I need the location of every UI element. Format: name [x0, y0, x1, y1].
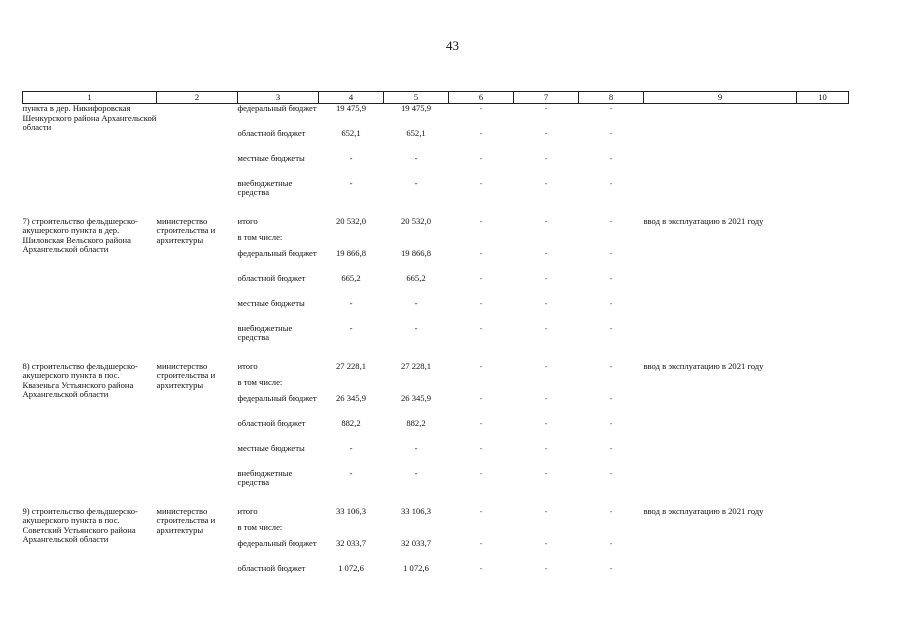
amount-year-1: - — [414, 442, 418, 453]
amount-year-3: - — [544, 215, 548, 226]
responsible-ministry — [157, 104, 238, 204]
expected-result: ввод в эксплуатацию в 2021 году — [643, 215, 764, 226]
amount-year-3: - — [544, 297, 548, 308]
amount-year-4: - — [609, 417, 613, 428]
amount-year-1: 882,2 — [406, 417, 426, 428]
amount-year-4: - — [609, 215, 613, 226]
amount-year-3: - — [544, 467, 548, 478]
funding-source-label: итого — [237, 215, 258, 226]
funding-source-label: внебюджетные средства — [237, 467, 293, 488]
column-header: 9 — [644, 92, 797, 104]
amount-total: 19 866,8 — [335, 247, 367, 258]
amount-total: 32 033,7 — [335, 537, 367, 548]
amount-year-1: 20 532,0 — [400, 215, 432, 226]
group-spacer — [23, 204, 849, 217]
amount-year-4: - — [609, 505, 613, 516]
funding-source-label: местные бюджеты — [237, 297, 305, 308]
amount-total: 665,2 — [341, 272, 361, 283]
amount-year-3: - — [544, 127, 548, 138]
group-spacer — [23, 349, 849, 362]
amount-total: - — [349, 152, 353, 163]
column-10-cell — [797, 104, 849, 204]
amount-year-2: - — [479, 417, 483, 428]
expected-result: ввод в эксплуатацию в 2021 году — [643, 360, 764, 371]
funding-source-label: федеральный бюджет — [237, 392, 317, 403]
amount-year-3: - — [544, 247, 548, 258]
funding-source-label: в том числе: — [237, 376, 283, 387]
object-description: пункта в дер. Никифоровская Шенкурского района Архангельской области — [22, 103, 157, 133]
funding-source-label: в том числе: — [237, 231, 283, 242]
funding-source-label: внебюджетные средства — [237, 177, 293, 198]
amount-year-1 — [384, 233, 449, 249]
amount-year-1: 27 228,1 — [400, 360, 432, 371]
spacer-cell — [23, 349, 849, 362]
amount-year-2: - — [479, 177, 483, 188]
amount-total: - — [349, 322, 353, 333]
amount-total: 1 072,6 — [338, 562, 364, 573]
funding-source-label: федеральный бюджет — [237, 103, 317, 113]
column-header: 3 — [238, 92, 319, 104]
amount-year-3: - — [544, 505, 548, 516]
amount-year-2: - — [479, 360, 483, 371]
table-row — [23, 104, 849, 129]
responsible-ministry: министерство строительства и архитектуры — [156, 360, 216, 390]
amount-total: 19 475,9 — [335, 103, 367, 113]
budget-table — [22, 91, 849, 589]
amount-year-4 — [579, 378, 644, 394]
table-row — [23, 507, 849, 523]
amount-year-1: - — [414, 322, 418, 333]
page-number: 43 — [446, 38, 459, 53]
amount-year-3 — [514, 378, 579, 394]
column-header: 4 — [319, 92, 384, 104]
amount-year-2 — [449, 523, 514, 539]
amount-year-4: - — [609, 442, 613, 453]
amount-total: - — [349, 177, 353, 188]
object-description: 8) строительство фельдшерско-акушерского пункта в пос. Квазеньга Устьянского района Архангельской области — [22, 360, 138, 400]
column-10-cell — [797, 217, 849, 349]
amount-year-4: - — [609, 392, 613, 403]
amount-total: - — [349, 297, 353, 308]
amount-total — [319, 378, 384, 394]
funding-source-label: в том числе: — [237, 521, 283, 532]
funding-source-label: федеральный бюджет — [237, 537, 317, 548]
amount-year-1 — [384, 378, 449, 394]
amount-year-3: - — [544, 360, 548, 371]
amount-year-1 — [384, 523, 449, 539]
column-header: 6 — [449, 92, 514, 104]
amount-total — [319, 523, 384, 539]
column-10-cell — [797, 362, 849, 494]
amount-year-2: - — [479, 215, 483, 226]
object-description: 7) строительство фельдшерско-акушерского пункта в дер. Шиловская Вельского района Архангельской области — [22, 215, 138, 255]
funding-source-label: местные бюджеты — [237, 442, 305, 453]
funding-source-label: внебюджетные средства — [237, 322, 293, 343]
expected-result — [644, 104, 797, 204]
funding-source-label: итого — [237, 360, 258, 371]
amount-total: - — [349, 467, 353, 478]
amount-year-3: - — [544, 152, 548, 163]
amount-year-3: - — [544, 562, 548, 573]
amount-year-1: 33 106,3 — [400, 505, 432, 516]
amount-year-3: - — [544, 392, 548, 403]
amount-year-3: - — [544, 103, 548, 113]
group-spacer — [23, 494, 849, 507]
column-10-cell — [797, 507, 849, 589]
amount-year-2 — [449, 233, 514, 249]
amount-year-2: - — [479, 537, 483, 548]
amount-year-2: - — [479, 272, 483, 283]
amount-year-4: - — [609, 152, 613, 163]
column-header: 8 — [579, 92, 644, 104]
funding-source-label: областной бюджет — [237, 417, 306, 428]
column-header: 7 — [514, 92, 579, 104]
amount-year-4: - — [609, 360, 613, 371]
amount-year-1: 19 866,8 — [400, 247, 432, 258]
column-header: 5 — [384, 92, 449, 104]
amount-year-3: - — [544, 272, 548, 283]
amount-year-4: - — [609, 322, 613, 333]
table-row — [23, 217, 849, 233]
amount-year-4: - — [609, 127, 613, 138]
amount-year-2: - — [479, 247, 483, 258]
amount-year-1: 19 475,9 — [400, 103, 432, 113]
amount-year-3: - — [544, 417, 548, 428]
amount-year-2: - — [479, 152, 483, 163]
amount-year-3: - — [544, 442, 548, 453]
amount-total: 27 228,1 — [335, 360, 367, 371]
amount-year-1: 32 033,7 — [400, 537, 432, 548]
amount-year-2: - — [479, 297, 483, 308]
funding-source-label: областной бюджет — [237, 272, 306, 283]
amount-year-4 — [579, 233, 644, 249]
amount-year-3: - — [544, 322, 548, 333]
amount-year-2: - — [479, 505, 483, 516]
object-description: 9) строительство фельдшерско-акушерского пункта в пос. Советский Устьянского района Архангельской области — [22, 505, 138, 545]
amount-year-1: 1 072,6 — [403, 562, 429, 573]
funding-source-label: федеральный бюджет — [237, 247, 317, 258]
amount-year-2: - — [479, 103, 483, 113]
amount-year-4: - — [609, 537, 613, 548]
amount-year-4: - — [609, 272, 613, 283]
amount-year-4: - — [609, 562, 613, 573]
amount-year-4: - — [609, 177, 613, 188]
funding-source-label: областной бюджет — [237, 127, 306, 138]
column-header: 10 — [797, 92, 849, 104]
amount-year-4: - — [609, 103, 613, 113]
amount-year-2: - — [479, 392, 483, 403]
amount-year-3: - — [544, 537, 548, 548]
amount-year-1: - — [414, 467, 418, 478]
amount-total: 26 345,9 — [335, 392, 367, 403]
funding-source-label: местные бюджеты — [237, 152, 305, 163]
amount-year-2: - — [479, 562, 483, 573]
amount-year-2 — [449, 378, 514, 394]
header-row — [23, 92, 849, 104]
expected-result: ввод в эксплуатацию в 2021 году — [643, 505, 764, 516]
amount-total: 20 532,0 — [335, 215, 367, 226]
amount-year-2: - — [479, 127, 483, 138]
amount-total: - — [349, 442, 353, 453]
amount-year-1: - — [414, 297, 418, 308]
amount-year-1: 665,2 — [406, 272, 426, 283]
amount-year-4: - — [609, 247, 613, 258]
amount-year-1: 26 345,9 — [400, 392, 432, 403]
amount-total: 882,2 — [341, 417, 361, 428]
amount-year-2: - — [479, 442, 483, 453]
amount-year-1: 652,1 — [406, 127, 426, 138]
amount-year-3: - — [544, 177, 548, 188]
amount-year-1: - — [414, 177, 418, 188]
amount-total — [319, 233, 384, 249]
amount-year-4: - — [609, 467, 613, 478]
amount-year-3 — [514, 523, 579, 539]
amount-year-4 — [579, 523, 644, 539]
amount-year-2: - — [479, 467, 483, 478]
column-header: 2 — [157, 92, 238, 104]
amount-year-4: - — [609, 297, 613, 308]
table-row — [23, 362, 849, 378]
amount-year-1: - — [414, 152, 418, 163]
spacer-cell — [23, 204, 849, 217]
responsible-ministry: министерство строительства и архитектуры — [156, 505, 216, 535]
amount-year-2: - — [479, 322, 483, 333]
responsible-ministry: министерство строительства и архитектуры — [156, 215, 216, 245]
amount-total: 33 106,3 — [335, 505, 367, 516]
spacer-cell — [23, 494, 849, 507]
amount-year-3 — [514, 233, 579, 249]
column-header: 1 — [23, 92, 157, 104]
funding-source-label: областной бюджет — [237, 562, 306, 573]
amount-total: 652,1 — [341, 127, 361, 138]
funding-source-label: итого — [237, 505, 258, 516]
